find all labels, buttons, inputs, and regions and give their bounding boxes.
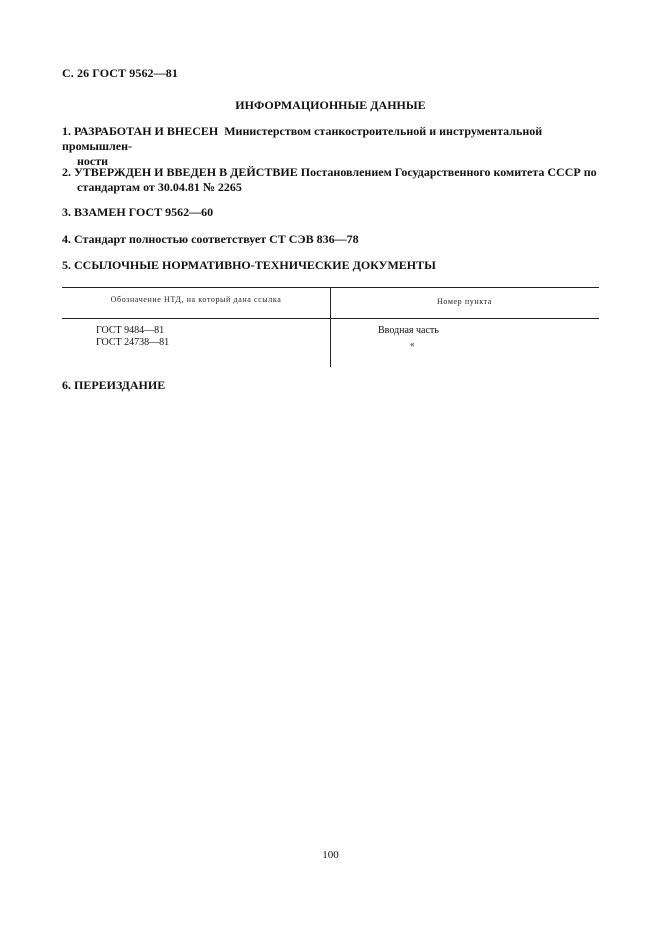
info-item-5 <box>62 258 602 273</box>
page-header: С. 26 ГОСТ 9562—81 <box>62 66 178 80</box>
info-item-3 <box>62 205 602 220</box>
item-number: 1. <box>62 124 71 138</box>
info-item-2 <box>62 165 602 195</box>
item-number: 2. <box>62 165 71 179</box>
item-lead: ССЫЛОЧНЫЕ НОРМАТИВНО-ТЕХНИЧЕСКИЕ ДОКУМЕНТЫ <box>74 258 436 272</box>
table-cell-document: ГОСТ 24738—81 <box>96 337 170 348</box>
item-continuation: ности <box>77 154 109 168</box>
item-number: 4. <box>62 232 71 246</box>
item-text: Постановлением Государственного комитета СССР по <box>300 165 597 179</box>
table-cell-document: ГОСТ 9484—81 <box>96 325 165 336</box>
item-lead: РАЗРАБОТАН И ВНЕСЕН <box>74 124 219 138</box>
table-cell-point: « <box>410 339 415 349</box>
references-table <box>62 287 599 367</box>
item-number: 3. <box>62 205 71 219</box>
item-text: Министерством станкостроительной и инструментальной промышлен- <box>62 124 543 153</box>
item-number: 5. <box>62 258 71 272</box>
page-number: 100 <box>322 849 339 861</box>
item-lead: Стандарт полностью соответствует СТ СЭВ 836—78 <box>74 232 359 246</box>
info-item-1 <box>62 124 602 169</box>
item-number: 6. <box>62 378 71 392</box>
column-header-point: Номер пункта <box>437 297 492 306</box>
table-cell-point: Вводная часть <box>378 325 439 336</box>
section-title: ИНФОРМАЦИОННЫЕ ДАННЫЕ <box>235 98 426 112</box>
info-item-4 <box>62 232 602 247</box>
item-lead: УТВЕРЖДЕН И ВВЕДЕН В ДЕЙСТВИЕ <box>74 165 298 179</box>
info-item-6 <box>62 378 602 393</box>
item-continuation: стандартам от 30.04.81 № 2265 <box>77 180 242 194</box>
column-header-document: Обозначение НТД, на который дана ссылка <box>110 295 282 304</box>
item-lead: ВЗАМЕН ГОСТ 9562—60 <box>74 205 214 219</box>
item-lead: ПЕРЕИЗДАНИЕ <box>74 378 166 392</box>
